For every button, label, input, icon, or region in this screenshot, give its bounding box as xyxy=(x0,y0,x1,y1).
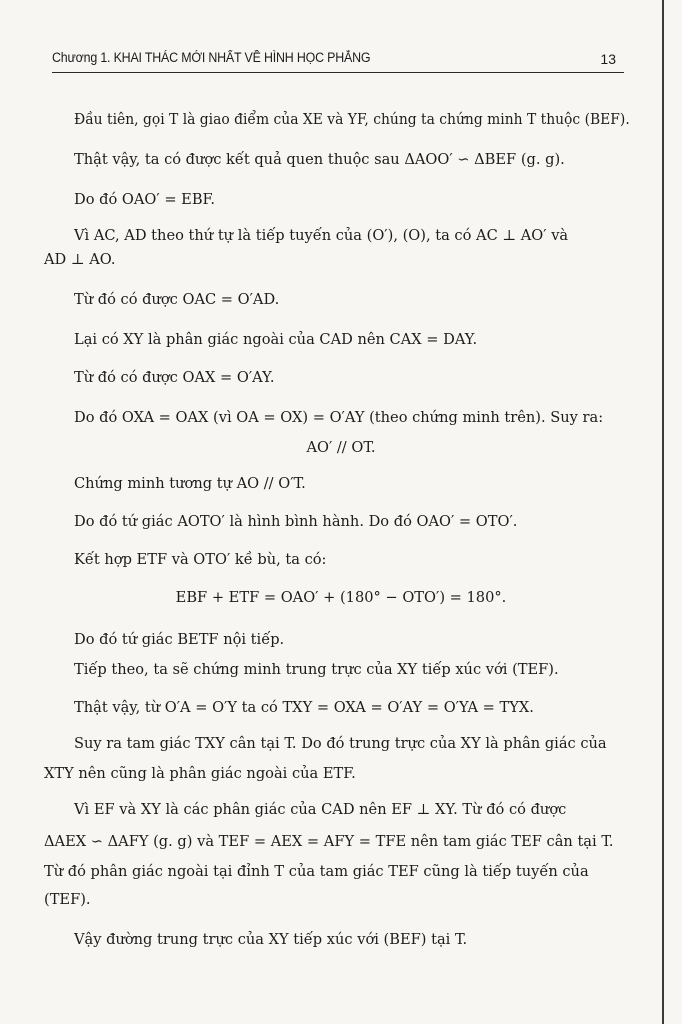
text-line: Kết hợp ETF và OTO′ kề bù, ta có: xyxy=(74,551,327,568)
text-line: Do đó OXA = OAX (vì OA = OX) = O′AY (theo chứng minh trên). Suy ra: xyxy=(74,409,604,426)
running-header xyxy=(52,48,624,73)
text-line: Thật vậy, ta có được kết quả quen thuộc sau ΔAOO′ ∽ ΔBEF (g. g). xyxy=(74,151,565,168)
text-line: Tiếp theo, ta sẽ chứng minh trung trực của XY tiếp xúc với (TEF). xyxy=(74,661,559,678)
text-line: Do đó tứ giác BETF nội tiếp. xyxy=(74,631,285,648)
page-number: 13 xyxy=(600,51,616,67)
text-line: Thật vậy, từ O′A = O′Y ta có TXY = OXA = O′AY = O′YA = TYX. xyxy=(74,699,534,716)
equation-line: EBF + ETF = OAO′ + (180° − OTO′) = 180°. xyxy=(175,589,507,606)
text-line: Chứng minh tương tự AO // O′T. xyxy=(74,475,306,492)
text-line: Do đó tứ giác AOTO′ là hình bình hành. Do đó OAO′ = OTO′. xyxy=(74,513,518,530)
text-line: ΔAEX ∽ ΔAFY (g. g) và TEF = AEX = AFY = TFE nên tam giác TEF cân tại T. xyxy=(44,833,614,850)
text-line: Từ đó có được OAC = O′AD. xyxy=(74,291,280,308)
chapter-title: Chương 1. KHAI THÁC MỚI NHẤT VỀ HÌNH HỌC PHẲNG xyxy=(52,50,371,65)
text-line: (TEF). xyxy=(44,891,91,908)
text-line: Từ đó có được OAX = O′AY. xyxy=(74,369,275,386)
text-line: Vì AC, AD theo thứ tự là tiếp tuyến của (O′), (O), ta có AC ⊥ AO′ và xyxy=(74,227,569,244)
text-line: Từ đó phân giác ngoài tại đỉnh T của tam giác TEF cũng là tiếp tuyến của xyxy=(44,863,589,880)
text-line: Đầu tiên, gọi T là giao điểm của XE và YF, chúng ta chứng minh T thuộc (BEF). xyxy=(74,111,630,128)
text-line-centered: AO′ // OT. xyxy=(306,439,376,456)
text-line: Do đó OAO′ = EBF. xyxy=(74,191,216,208)
text-line: Vì EF và XY là các phân giác của CAD nên EF ⊥ XY. Từ đó có được xyxy=(74,801,567,818)
text-line: AD ⊥ AO. xyxy=(44,251,116,268)
text-line: XTY nên cũng là phân giác ngoài của ETF. xyxy=(44,765,356,782)
text-line: Suy ra tam giác TXY cân tại T. Do đó trung trực của XY là phân giác của xyxy=(74,735,607,752)
text-line: Lại có XY là phân giác ngoài của CAD nên CAX = DAY. xyxy=(74,331,478,348)
page-edge-line xyxy=(662,0,664,1024)
text-line: Vậy đường trung trực của XY tiếp xúc với (BEF) tại T. xyxy=(74,931,468,948)
